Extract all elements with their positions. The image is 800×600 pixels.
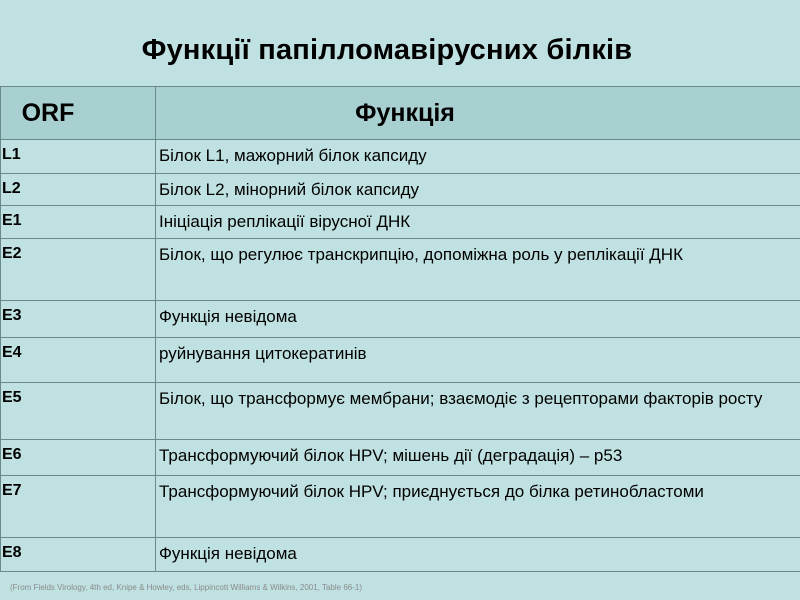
function-cell: Функція невідома bbox=[156, 538, 800, 572]
table-row bbox=[1, 338, 800, 383]
function-cell: Білок, що трансформує мембрани; взаємодіє з рецепторами факторів росту bbox=[156, 383, 800, 440]
table-row bbox=[1, 440, 800, 476]
function-cell: Трансформуючий білок HPV; приєднується до білка ретинобластоми bbox=[156, 476, 800, 538]
function-cell: Білок L1, мажорний білок капсиду bbox=[156, 140, 800, 174]
orf-cell: E5 bbox=[1, 383, 156, 440]
orf-cell: E7 bbox=[1, 476, 156, 538]
orf-function-table bbox=[0, 86, 800, 572]
orf-cell: E1 bbox=[1, 206, 156, 239]
table-header-row bbox=[1, 87, 800, 140]
table-row bbox=[1, 383, 800, 440]
function-cell: Функція невідома bbox=[156, 301, 800, 338]
orf-cell: E4 bbox=[1, 338, 156, 383]
orf-cell: E3 bbox=[1, 301, 156, 338]
table-row bbox=[1, 538, 800, 572]
orf-cell: L2 bbox=[1, 174, 156, 206]
column-header-function: Функція bbox=[156, 87, 800, 140]
table-row bbox=[1, 301, 800, 338]
table-row bbox=[1, 476, 800, 538]
table-row bbox=[1, 174, 800, 206]
orf-cell: E2 bbox=[1, 239, 156, 301]
table-row bbox=[1, 206, 800, 239]
function-cell: Білок L2, мінорний білок капсиду bbox=[156, 174, 800, 206]
orf-cell: L1 bbox=[1, 140, 156, 174]
table-row bbox=[1, 140, 800, 174]
table-row bbox=[1, 239, 800, 301]
function-cell: Ініціація реплікації вірусної ДНК bbox=[156, 206, 800, 239]
orf-cell: E6 bbox=[1, 440, 156, 476]
function-cell: руйнування цитокератинів bbox=[156, 338, 800, 383]
orf-cell: E8 bbox=[1, 538, 156, 572]
column-header-orf: ORF bbox=[1, 87, 156, 140]
page-title: Функції папілломавірусних білків bbox=[141, 34, 633, 66]
function-cell: Трансформуючий білок HPV; мішень дії (деградація) – p53 bbox=[156, 440, 800, 476]
source-footnote: (From Fields Virology, 4th ed, Knipe & Howley, eds, Lippincott Williams & Wilkins, 2001, Table 66-1) bbox=[10, 583, 362, 592]
function-cell: Білок, що регулює транскрипцію, допоміжна роль у реплікації ДНК bbox=[156, 239, 800, 301]
